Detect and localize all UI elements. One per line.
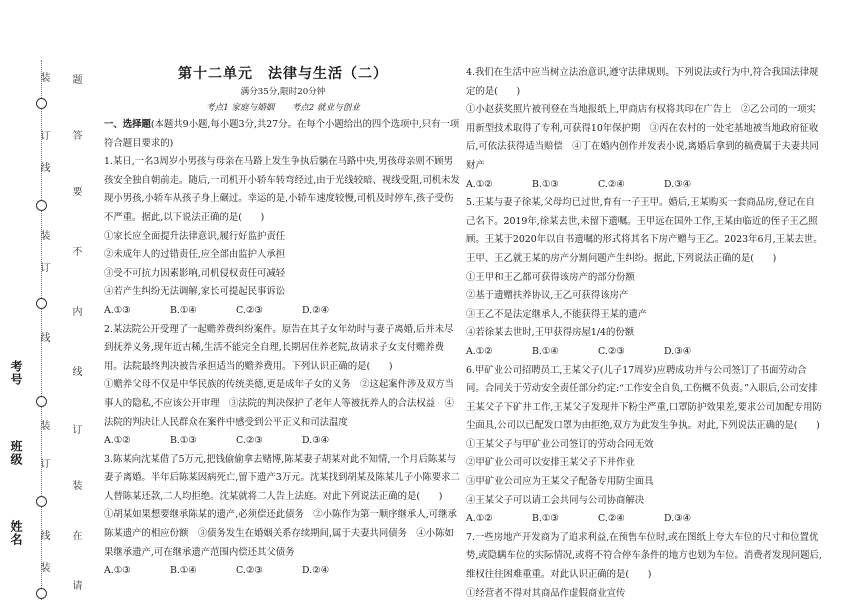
binding-note: 题 <box>70 74 81 84</box>
option-b[interactable]: B.①③ <box>532 178 559 190</box>
binding-mark: 订 <box>38 130 49 140</box>
binding-mark: 装 <box>38 230 49 240</box>
binding-note: 请 <box>70 580 81 590</box>
statement: ①王甲和王乙都可获得该房产的部分份额 <box>466 271 635 283</box>
option-c[interactable]: C.②④ <box>598 178 625 190</box>
statement: ④王某父子可以请工会共同与公司协商解决 <box>466 494 645 506</box>
binding-hole <box>36 396 47 407</box>
answer-options <box>104 302 462 321</box>
option-a[interactable]: A.①③ <box>104 565 131 577</box>
binding-hole <box>36 98 47 109</box>
statement: ①王某父子与甲矿业公司签订的劳动合同无效 <box>466 438 654 450</box>
option-d[interactable]: D.③④ <box>302 435 329 447</box>
binding-note: 装 <box>70 480 81 490</box>
binding-note: 在 <box>70 530 81 540</box>
section-intro <box>104 116 462 153</box>
question-7 <box>466 529 824 603</box>
answer-options <box>104 432 462 451</box>
binding-note: 要 <box>70 186 81 196</box>
binding-dotted-line <box>41 60 42 600</box>
binding-hole <box>36 200 47 211</box>
binding-mark: 线 <box>38 530 49 540</box>
binding-note: 线 <box>70 366 81 376</box>
option-d[interactable]: D.②④ <box>302 304 329 316</box>
binding-note: 不 <box>70 246 81 256</box>
statement: ④若徐某去世时,王甲获得房屋1/4的份额 <box>466 327 635 339</box>
statement: ③王乙不是法定继承人,不能获得王某的遗产 <box>466 308 648 320</box>
binding-mark: 线 <box>38 162 49 172</box>
binding-mark: 线 <box>38 332 49 342</box>
question-3 <box>104 451 462 581</box>
question-stem: 3.陈某向沈某借了5万元,把钱偷偷拿去赌博,陈某妻子胡某对此不知情,一个月后陈某与妻子离婚。半年后陈某因病死亡,留下遗产3万元。沈某找到胡某及陈某儿子小陈要求二人替陈某还款,二人均拒绝。沈某就将二人告上法庭。对此下列说法正确的是( ) <box>104 453 460 502</box>
binding-mark: 订 <box>38 458 49 468</box>
binding-note: 内 <box>70 306 81 316</box>
option-a[interactable]: A.①② <box>466 178 493 190</box>
binding-margin <box>0 0 100 608</box>
statement: ①经营者不得对其商品作虚假商业宣传 <box>466 587 626 599</box>
option-b[interactable]: B.①④ <box>170 565 197 577</box>
question-stem: 5.王某与妻子徐某,父母均已过世,育有一子王甲。婚后,王某购买一套商品房,登记在自己名下。2019年,徐某去世,未留下遗嘱。王甲远在国外工作,王某由临近的侄子王乙照顾。王某于2020年以自书遗嘱的形式将其名下房产赠与王乙。2023年6月,王某去世。王甲、王乙就王某的房产分割问题产生纠纷。据此,下列说法正确的是( ) <box>466 197 823 264</box>
statement: ①家长应全面提升法律意识,履行好监护责任 <box>104 230 286 242</box>
option-a[interactable]: A.①② <box>466 345 493 357</box>
option-c[interactable]: C.②③ <box>598 345 625 357</box>
binding-mark: 订 <box>38 262 49 272</box>
option-b[interactable]: B.①③ <box>532 513 559 525</box>
answer-options <box>466 343 824 362</box>
binding-note: 答 <box>70 130 81 140</box>
binding-hole <box>36 588 47 599</box>
exam-number-field-label: 考号 <box>9 360 23 386</box>
answer-options <box>466 176 824 195</box>
option-c[interactable]: C.②③ <box>236 565 263 577</box>
option-c[interactable]: C.②③ <box>236 435 263 447</box>
option-b[interactable]: B.①③ <box>170 435 197 447</box>
question-stem: 4.我们在生活中应当树立法治意识,遵守法律规则。下列说法或行为中,符合我国法律规定的是( ) <box>466 67 819 97</box>
right-column <box>466 64 824 603</box>
answer-options <box>466 510 824 529</box>
question-5 <box>466 194 824 361</box>
option-a[interactable]: A.①② <box>466 513 493 525</box>
question-2 <box>104 321 462 451</box>
topic-info: 考点1 家庭与婚姻 考点2 就业与创业 <box>206 103 360 113</box>
option-d[interactable]: D.②④ <box>302 565 329 577</box>
class-field-label: 班级 <box>9 440 23 466</box>
question-1 <box>104 153 462 320</box>
left-column <box>104 64 462 581</box>
question-stem: 1.某日,一名3周岁小男孩与母亲在马路上发生争执后躺在马路中央,男孩母亲则不顾男孩安全独自朝前走。随后,一司机开小轿车转弯经过,由于光线较暗、视线受阻,司机未发现小男孩,小轿车从孩子身上碾过。幸运的是,小轿车速度较慢,司机及时停车,孩子受伤不严重。据此,以下说法正确的是( ) <box>104 156 460 223</box>
statement: ②基于遗赠扶养协议,王乙可获得该房产 <box>466 290 629 302</box>
binding-mark: 装 <box>38 72 49 82</box>
option-a[interactable]: A.①② <box>104 435 131 447</box>
binding-mark: 装 <box>38 420 49 430</box>
option-d[interactable]: D.③④ <box>664 513 691 525</box>
question-6 <box>466 362 824 529</box>
option-c[interactable]: C.②④ <box>598 513 625 525</box>
score-info: 满分35分,限时20分钟 <box>240 87 326 97</box>
name-field-label: 姓名 <box>9 520 23 546</box>
statement: ③甲矿业公司应为王某父子配备专用防尘面具 <box>466 476 654 488</box>
binding-note: 订 <box>70 424 81 434</box>
section-instructions: (本题共9小题,每小题3分,共27分。在每个小题给出的四个选项中,只有一项符合题目要求的) <box>104 119 460 149</box>
page-title: 第十二单元 法律与生活（二） <box>178 66 388 82</box>
binding-mark: 装 <box>38 562 49 572</box>
option-d[interactable]: D.③④ <box>664 178 691 190</box>
statement: ①胡某如果想要继承陈某的遗产,必须偿还此债务 ②小陈作为第一顺序继承人,可继承陈某遗产的相应份额 ③债务发生在婚姻关系存续期间,属于夫妻共同债务 ④小陈如果继承遗产,可在继承遗产范围内偿还其父债务 <box>104 509 457 558</box>
option-b[interactable]: B.①④ <box>170 304 197 316</box>
option-d[interactable]: D.③④ <box>664 345 691 357</box>
question-stem: 2.某法院公开受理了一起赡养费纠纷案件。原告在其子女年幼时与妻子离婚,后并未尽到抚养义务,现年近古稀,生活不能完全自理,长期居住养老院,故请求子女支付赡养费用。法院最终判决被告承担适当的赡养费用。下列认识正确的是( ) <box>104 323 454 372</box>
option-a[interactable]: A.①③ <box>104 304 131 316</box>
answer-options <box>104 562 462 581</box>
statement: ②未成年人的过错责任,应全部由监护人承担 <box>104 249 286 261</box>
statement: ④若产生纠纷无法调解,家长可提起民事诉讼 <box>104 286 286 298</box>
option-c[interactable]: C.②③ <box>236 304 263 316</box>
statement: ①小赵获奖照片被刊登在当地报纸上,甲商店有权将其印在广告上 ②乙公司的一项实用新型技术取得了专利,可获得10年保护期 ③丙在农村的一处宅基地被当地政府征收后,可依法获得适当赔偿 ④丁在婚内创作并发表小说,离婚后拿到的稿费属于夫妻共同财产 <box>466 104 819 171</box>
question-4 <box>466 64 824 194</box>
statement: ③受不可抗力因素影响,司机侵权责任可减轻 <box>104 267 286 279</box>
statement: ②甲矿业公司可以安排王某父子下井作业 <box>466 457 635 469</box>
binding-hole <box>36 496 47 507</box>
option-b[interactable]: B.①④ <box>532 345 559 357</box>
question-stem: 6.甲矿业公司招聘员工,王某父子(儿子17周岁)应聘成功并与公司签订了书面劳动合同。合同关于劳动安全责任部分约定:“工作安全自负,工伤概不负责。”入职后,公司安排王某父子下矿井工作,王某父子发现井下粉尘严重,口罩防护效果差,要求公司加配专用防尘面具,公司以已配发口罩为由拒绝,双方为此发生争执。对此,下列说法正确的是( ) <box>466 364 822 432</box>
binding-hole <box>36 298 47 309</box>
statement: ①赡养父母不仅是中华民族的传统美德,更是成年子女的义务 ②这起案件涉及双方当事人的隐私,不应该公开审理 ③法院的判决保护了老年人等被抚养人的合法权益 ④法院的判决让人民群众在案件中感受到公平正义和司法温度 <box>104 379 454 428</box>
section-heading: 一、选择题 <box>104 119 151 130</box>
question-stem: 7.一些房地产开发商为了追求利益,在预售车位时,或在图纸上夸大车位的尺寸和位置优势,或隐瞒车位的实际情况,或将不符合停车条件的地方也划为车位。消费者发现问题后,维权往往困难重重。对此认识正确的是( ) <box>466 531 822 581</box>
